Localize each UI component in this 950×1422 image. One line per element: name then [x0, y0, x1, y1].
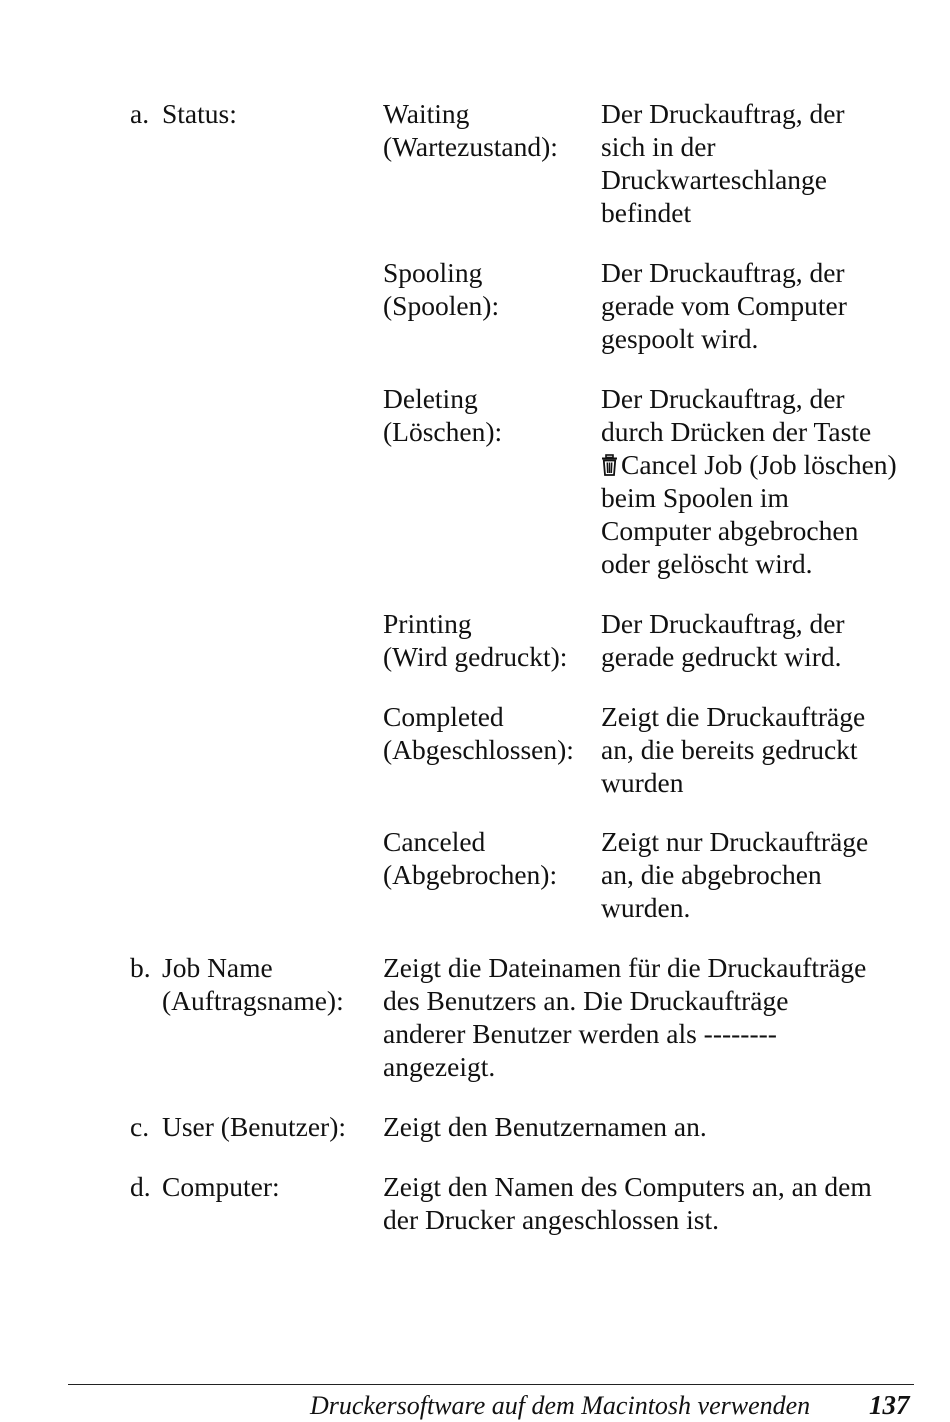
page-number: 137	[869, 1390, 910, 1420]
footer-divider	[68, 1384, 914, 1385]
status-desc-printing: Der Druckauftrag, der gerade gedruckt wird.	[601, 608, 845, 672]
item-desc-computer: Zeigt den Namen des Computers an, an dem der Drucker angeschlossen ist.	[383, 1171, 872, 1235]
item-letter: d.	[130, 1171, 151, 1202]
status-label-printing: Printing (Wird gedruckt):	[383, 608, 568, 672]
item-letter: c.	[130, 1111, 150, 1142]
item-label: Status:	[162, 98, 237, 129]
item-label-user: User (Benutzer):	[162, 1111, 347, 1142]
status-desc-waiting: Der Druckauftrag, der sich in der Druckwarteschlange befindet	[601, 98, 845, 228]
item-letter: a.	[130, 98, 150, 129]
item-desc-user: Zeigt den Benutzernamen an.	[383, 1111, 707, 1142]
status-label-completed: Completed (Abgeschlossen):	[383, 701, 574, 765]
status-label-canceled: Canceled (Abgebrochen):	[383, 826, 558, 890]
footer-title: Druckersoftware auf dem Macintosh verwenden	[310, 1391, 811, 1420]
status-desc-canceled: Zeigt nur Druckaufträge an, die abgebrochen wurden.	[601, 826, 869, 923]
trash-can-icon	[601, 454, 618, 476]
item-label-computer: Computer:	[162, 1171, 280, 1202]
status-desc-spooling: Der Druckauftrag, der gerade vom Computer gespoolt wird.	[601, 257, 847, 354]
status-desc-completed: Zeigt die Druckaufträge an, die bereits gedruckt wurden	[601, 701, 866, 798]
item-letter: b.	[130, 952, 151, 983]
status-desc-deleting: Der Druckauftrag, der durch Drücken der Taste Cancel Job (Job löschen) beim Spoolen im Computer abgebrochen oder gelöscht wird.	[601, 383, 897, 579]
status-label-waiting: Waiting (Wartezustand):	[383, 98, 558, 162]
item-label-job-name: Job Name (Auftragsname):	[162, 952, 344, 1016]
status-label-deleting: Deleting (Löschen):	[383, 383, 503, 447]
item-desc-job-name: Zeigt die Dateinamen für die Druckaufträge des Benutzers an. Die Druckaufträge anderer Benutzer werden als -------- angezeigt.	[383, 952, 867, 1082]
status-label-spooling: Spooling (Spoolen):	[383, 257, 500, 321]
